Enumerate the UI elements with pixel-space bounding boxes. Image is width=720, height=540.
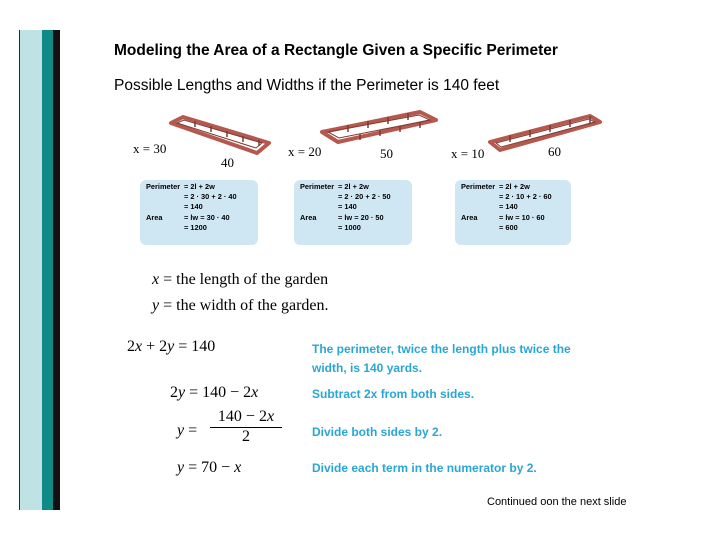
- equation-step-2: 2y = 140 − 2x: [170, 384, 259, 401]
- calc-line: = 2 · 30 + 2 · 40: [184, 192, 237, 202]
- calc-line: = 2 · 20 + 2 · 50: [338, 192, 391, 202]
- rectangle-frame-3: [486, 112, 604, 154]
- figure-3-length-label: 60: [548, 144, 561, 159]
- explanation-step-2: Subtract 2x from both sides.: [312, 387, 475, 401]
- explanation-step-4: Divide each term in the numerator by 2.: [312, 461, 537, 475]
- equation-step-4: y = 70 − x: [177, 459, 242, 476]
- calc-box-3: [455, 180, 571, 245]
- calc-box-2: [294, 180, 412, 245]
- equation-step-3-fraction: $\frac{140 - 2x}{2}$: [210, 408, 282, 446]
- continued-note: Continued oon the next slide: [487, 496, 627, 508]
- calc-line: Perimeter = 2l + 2w: [300, 182, 369, 191]
- slide-title: Modeling the Area of a Rectangle Given a Specific Perimeter: [114, 42, 558, 59]
- calc-line: = 140: [499, 202, 518, 212]
- calc-line: = 2 · 10 + 2 · 60: [499, 192, 552, 202]
- equation-step-1: 2x + 2y = 140: [127, 338, 216, 355]
- figure-2-width-label: x = 20: [288, 144, 322, 159]
- calc-line: = 1000: [338, 222, 361, 232]
- decorative-stripe-light: [19, 30, 43, 510]
- calc-line: = 1200: [184, 222, 207, 232]
- decorative-stripe-dark: [53, 30, 60, 510]
- calc-box-1: [140, 180, 258, 245]
- calc-line: Perimeter = 2l + 2w: [461, 182, 530, 191]
- figure-1-length-label: 40: [221, 155, 234, 170]
- calc-line: = 140: [338, 202, 357, 212]
- calc-line: = 140: [184, 202, 203, 212]
- calc-line: Area = lw = 30 · 40: [146, 212, 230, 222]
- figure-2-length-label: 50: [380, 146, 393, 161]
- decorative-stripe-teal: [42, 30, 53, 510]
- figure-1-width-label: x = 30: [133, 141, 167, 156]
- figure-3-width-label: x = 10: [451, 146, 485, 161]
- slide-subtitle: Possible Lengths and Widths if the Perimeter is 140 feet: [114, 77, 500, 94]
- calc-line: = 600: [499, 222, 518, 232]
- explanation-step-3: Divide both sides by 2.: [312, 425, 443, 439]
- calc-line: Area = lw = 20 · 50: [300, 212, 384, 222]
- definition-x: x = the length of the garden: [152, 271, 329, 288]
- rectangle-frame-1: [165, 115, 275, 165]
- equation-step-3-lhs: y =: [177, 422, 198, 439]
- calc-line: Area = lw = 10 · 60: [461, 212, 545, 222]
- explanation-step-1: The perimeter, twice the length plus twice the width, is 140 yards.: [312, 342, 571, 375]
- definition-y: y = the width of the garden.: [152, 297, 329, 314]
- calc-line: Perimeter = 2l + 2w: [146, 182, 215, 191]
